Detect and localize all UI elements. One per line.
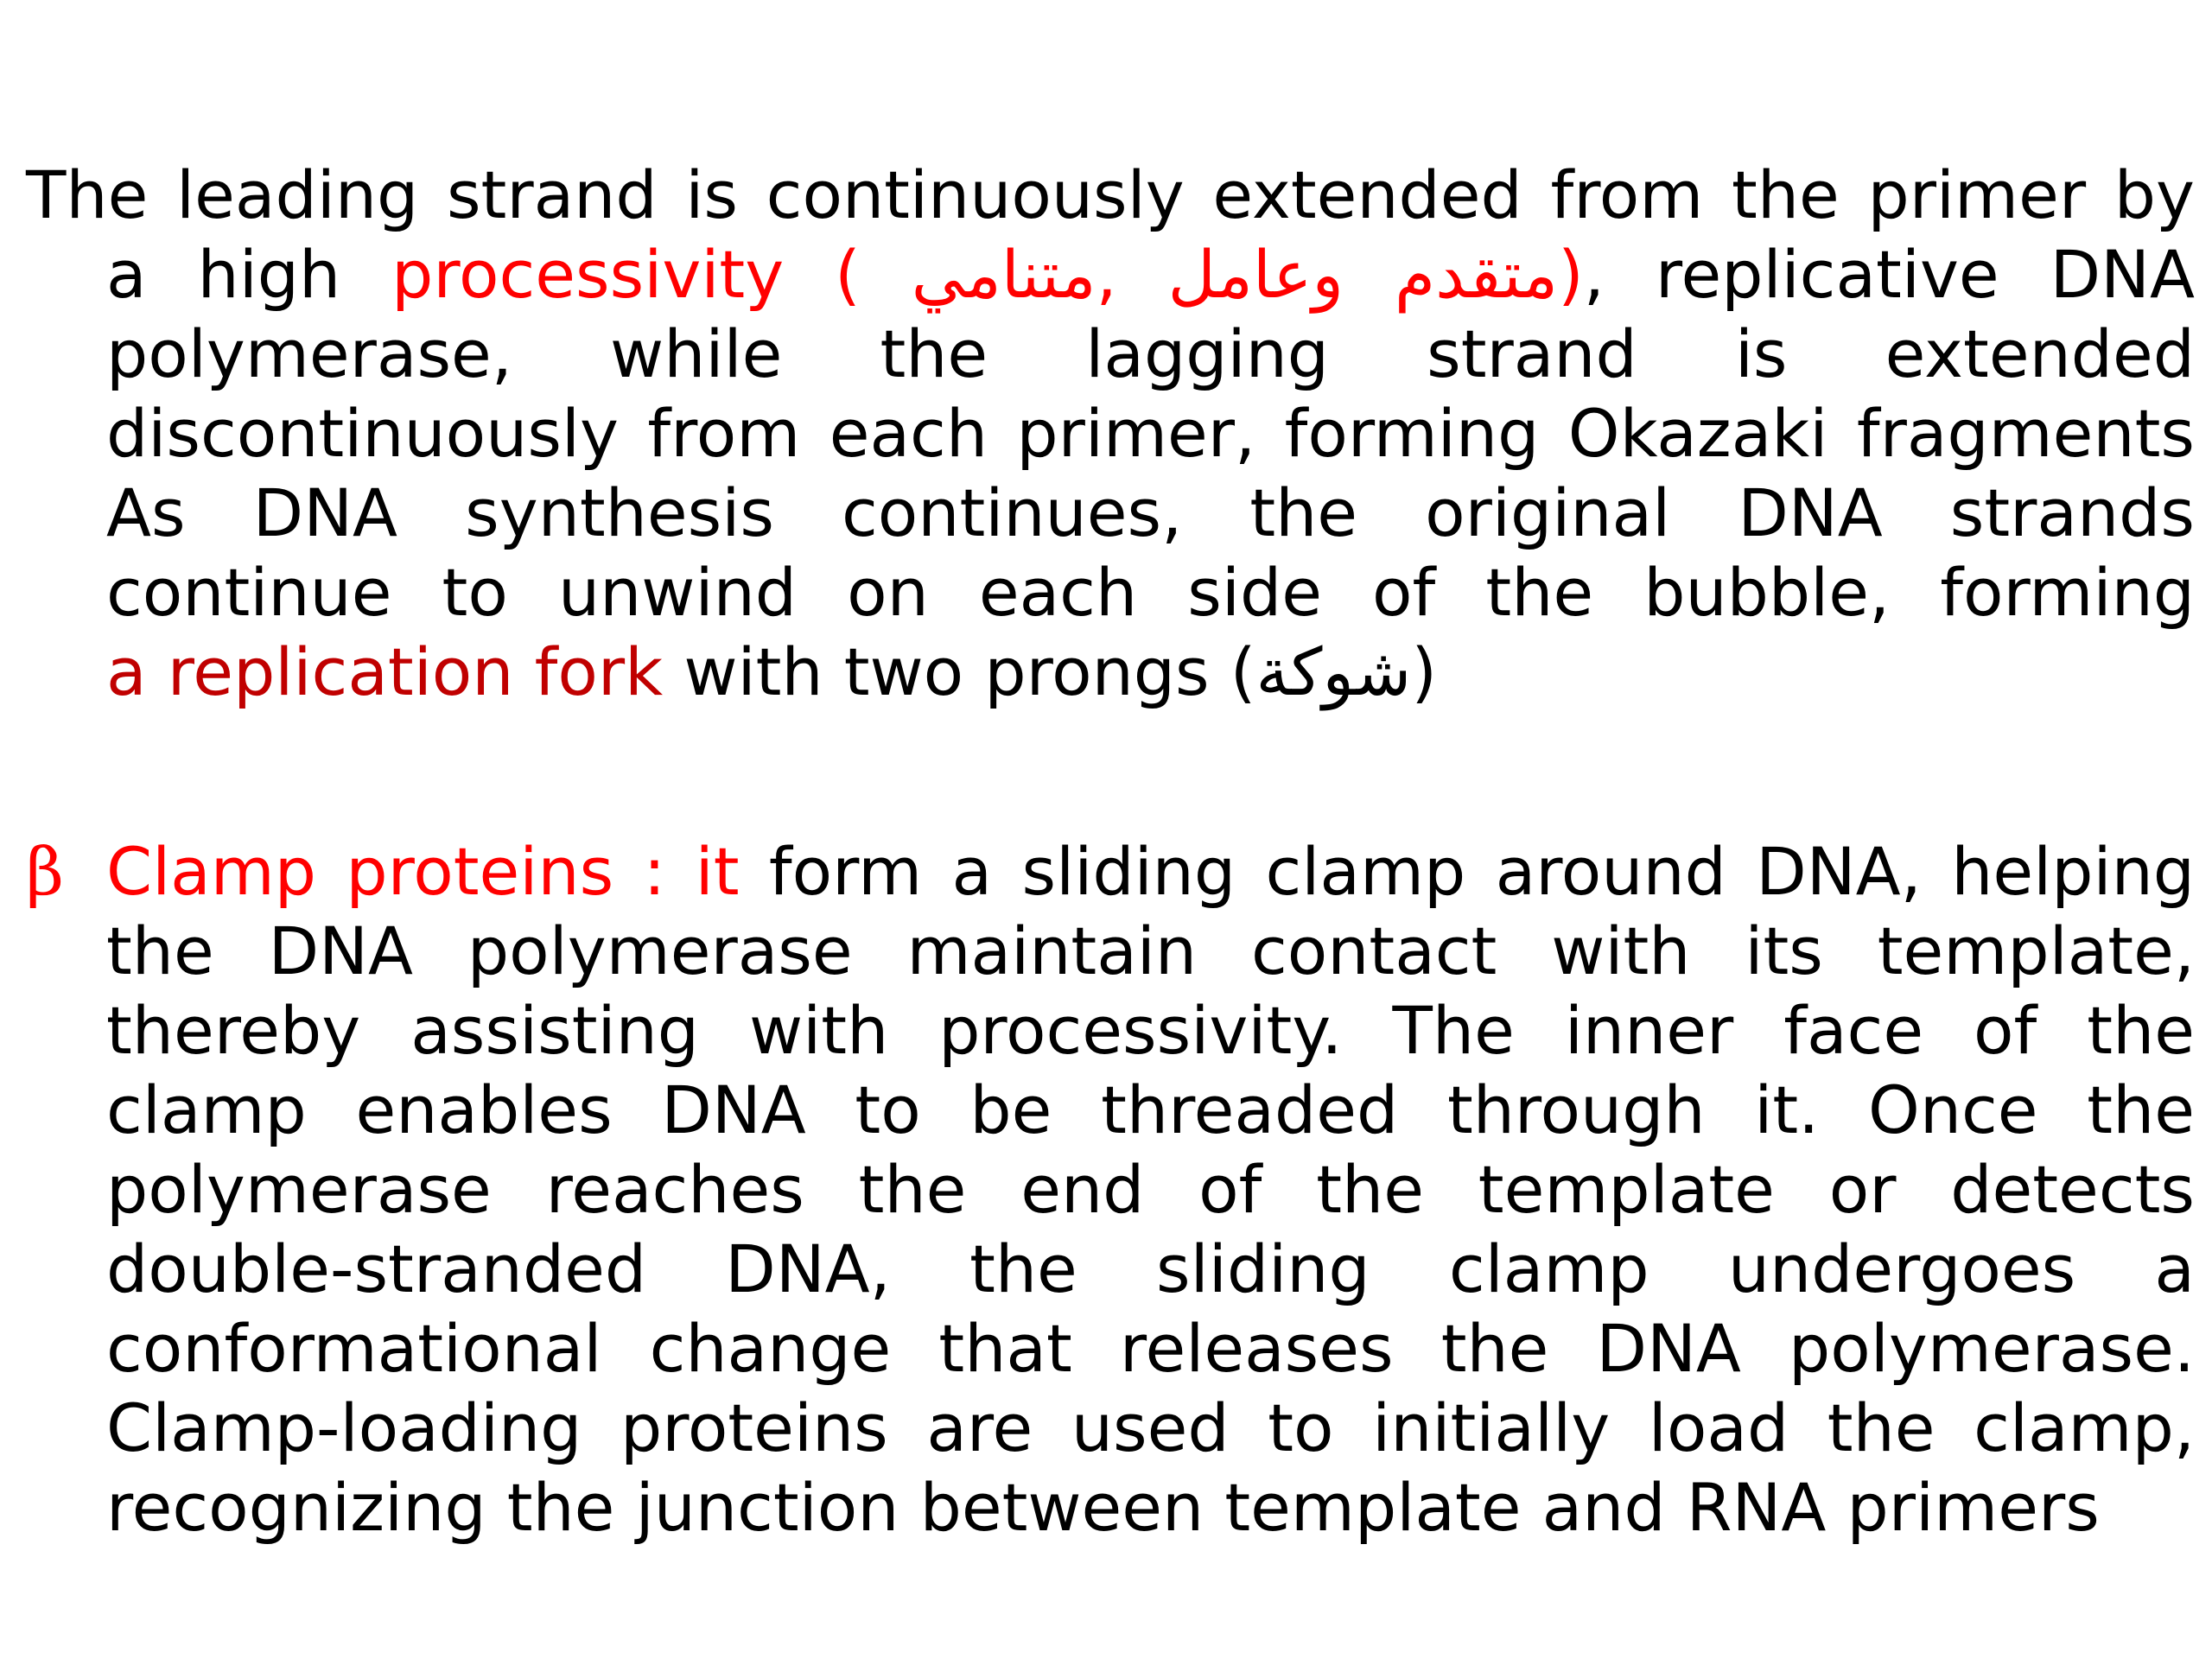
text-line: clamp enables DNA to be threaded through it. Once the (106, 1071, 2195, 1148)
text-line (26, 632, 2195, 712)
text-line: recognizing the junction between template and RNA primers (106, 1469, 2100, 1546)
beta-bullet-icon: β (26, 833, 64, 910)
highlight-clamp-proteins: Clamp proteins : it (106, 833, 769, 910)
highlight-processivity: processivity ( متقدم وعامل ,متنامي) (391, 236, 1584, 313)
text-segment: form a sliding clamp around DNA, helping (768, 833, 2195, 910)
text-line: discontinuously from each primer, forming Okazaki fragments (106, 395, 2195, 472)
text-line: As DNA synthesis continues, the original DNA strands (106, 474, 2195, 551)
text-line: continue to unwind on each side of the bubble, forming (106, 554, 2195, 631)
text-line: thereby assisting with processivity. The inner face of the (106, 992, 2195, 1069)
text-segment: a high (106, 236, 392, 313)
text-line: polymerase reaches the end of the template or detects (106, 1151, 2195, 1228)
text-line: Clamp-loading proteins are used to initially load the clamp, (106, 1389, 2195, 1466)
text-line (26, 235, 2195, 315)
text-line: polymerase, while the lagging strand is extended (106, 315, 2195, 392)
text-line: conformational change that releases the DNA polymerase. (106, 1310, 2195, 1387)
highlight-replication-fork: a replication fork (106, 633, 664, 710)
paragraph-clamp-proteins (26, 832, 2195, 1548)
text-segment: with two prongs (شوكة) (663, 633, 1437, 710)
text-line (26, 832, 2195, 912)
text-segment: , replicative DNA (1583, 236, 2195, 313)
paragraph-leading-strand (26, 156, 2195, 712)
text-line: double-stranded DNA, the sliding clamp undergoes a (106, 1230, 2195, 1307)
text-line: The leading strand is continuously extended from the primer by (26, 156, 2195, 233)
text-line: the DNA polymerase maintain contact with its template, (106, 912, 2195, 989)
